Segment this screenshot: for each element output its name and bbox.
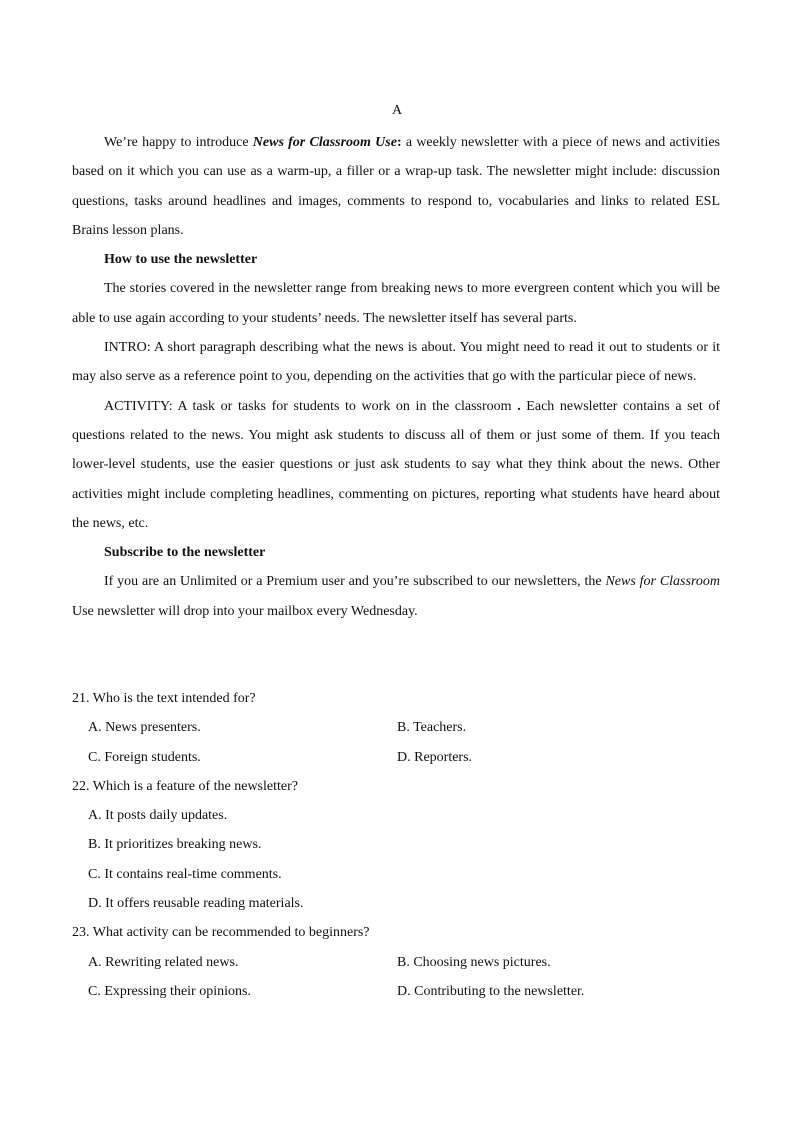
activity-lead: ACTIVITY: A task or tasks for students to work on in the classroom bbox=[104, 398, 512, 414]
heading-how-to-use: How to use the newsletter bbox=[104, 252, 258, 268]
question-22-option-b[interactable]: B. It prioritizes breaking news. bbox=[88, 837, 262, 853]
reading-passage bbox=[72, 128, 720, 626]
section-letter: A bbox=[391, 103, 403, 118]
paragraph-activity-part bbox=[72, 392, 720, 538]
activity-body: Each newsletter contains a set of questions related to the news. You might ask students to discuss all of them or just some of them. If you teach lower-level students, use the easier questions or just ask students to say what they think about the news. Other activities might include completing headlines, commenting on pictures, reporting what students have heard about the news, etc. bbox=[72, 398, 721, 531]
paragraph-intro-body: a weekly newsletter with a piece of news and activities based on it which you can use as a warm-up, a filler or a wrap-up task. The newsletter might include: discussion questions, tasks around headlines and images, comments to respond to, vocabularies and links to related ESL Brains lesson plans. bbox=[72, 135, 720, 238]
question-21-option-b[interactable]: B. Teachers. bbox=[397, 720, 467, 736]
heading-subscribe: Subscribe to the newsletter bbox=[104, 545, 266, 561]
title-colon: : bbox=[396, 135, 402, 150]
question-23-row-2 bbox=[72, 977, 732, 1006]
paragraph-intro bbox=[72, 128, 720, 245]
paragraph-subscribe bbox=[72, 567, 720, 626]
question-23-option-a[interactable]: A. Rewriting related news. bbox=[88, 954, 239, 970]
question-21-row-2 bbox=[72, 743, 732, 772]
question-22-option-d[interactable]: D. It offers reusable reading materials. bbox=[88, 896, 304, 912]
newsletter-title: News for Classroom Use bbox=[252, 135, 397, 150]
question-21-stem: 21. Who is the text intended for? bbox=[72, 691, 256, 706]
question-23-option-d[interactable]: D. Contributing to the newsletter. bbox=[397, 983, 585, 999]
question-21-option-c[interactable]: C. Foreign students. bbox=[88, 749, 201, 765]
question-22-option-c[interactable]: C. It contains real-time comments. bbox=[88, 866, 282, 882]
subscribe-body: Use newsletter will drop into your mailbox every Wednesday. bbox=[72, 603, 418, 619]
question-23-row-1 bbox=[72, 948, 732, 977]
newsletter-title-italic: News for Classroom bbox=[605, 574, 720, 590]
question-21-row-1 bbox=[72, 713, 732, 742]
question-list bbox=[72, 684, 732, 1006]
question-22-option-a[interactable]: A. It posts daily updates. bbox=[88, 808, 228, 824]
activity-dot: . bbox=[517, 398, 521, 414]
paragraph-intro-lead: We’re happy to introduce bbox=[104, 135, 253, 150]
question-21-option-d[interactable]: D. Reporters. bbox=[397, 749, 473, 765]
question-21-option-a[interactable]: A. News presenters. bbox=[88, 720, 201, 736]
question-22-stem: 22. Which is a feature of the newsletter? bbox=[72, 778, 298, 794]
question-23-option-b[interactable]: B. Choosing news pictures. bbox=[397, 954, 551, 970]
question-23-stem: 23. What activity can be recommended to beginners? bbox=[72, 925, 370, 941]
paragraph-intro-part: INTRO: A short paragraph describing what the news is about. You might need to read it out to students or it may also serve as a reference point to you, depending on the activities that go with the particular piece of news. bbox=[72, 340, 720, 385]
subscribe-lead: If you are an Unlimited or a Premium user and you’re subscribed to our newsletters, the bbox=[104, 574, 606, 590]
paragraph-stories: The stories covered in the newsletter range from breaking news to more evergreen content which you will be able to use again according to your students’ needs. The newsletter itself has several parts. bbox=[72, 281, 720, 326]
question-23-option-c[interactable]: C. Expressing their opinions. bbox=[88, 983, 251, 999]
